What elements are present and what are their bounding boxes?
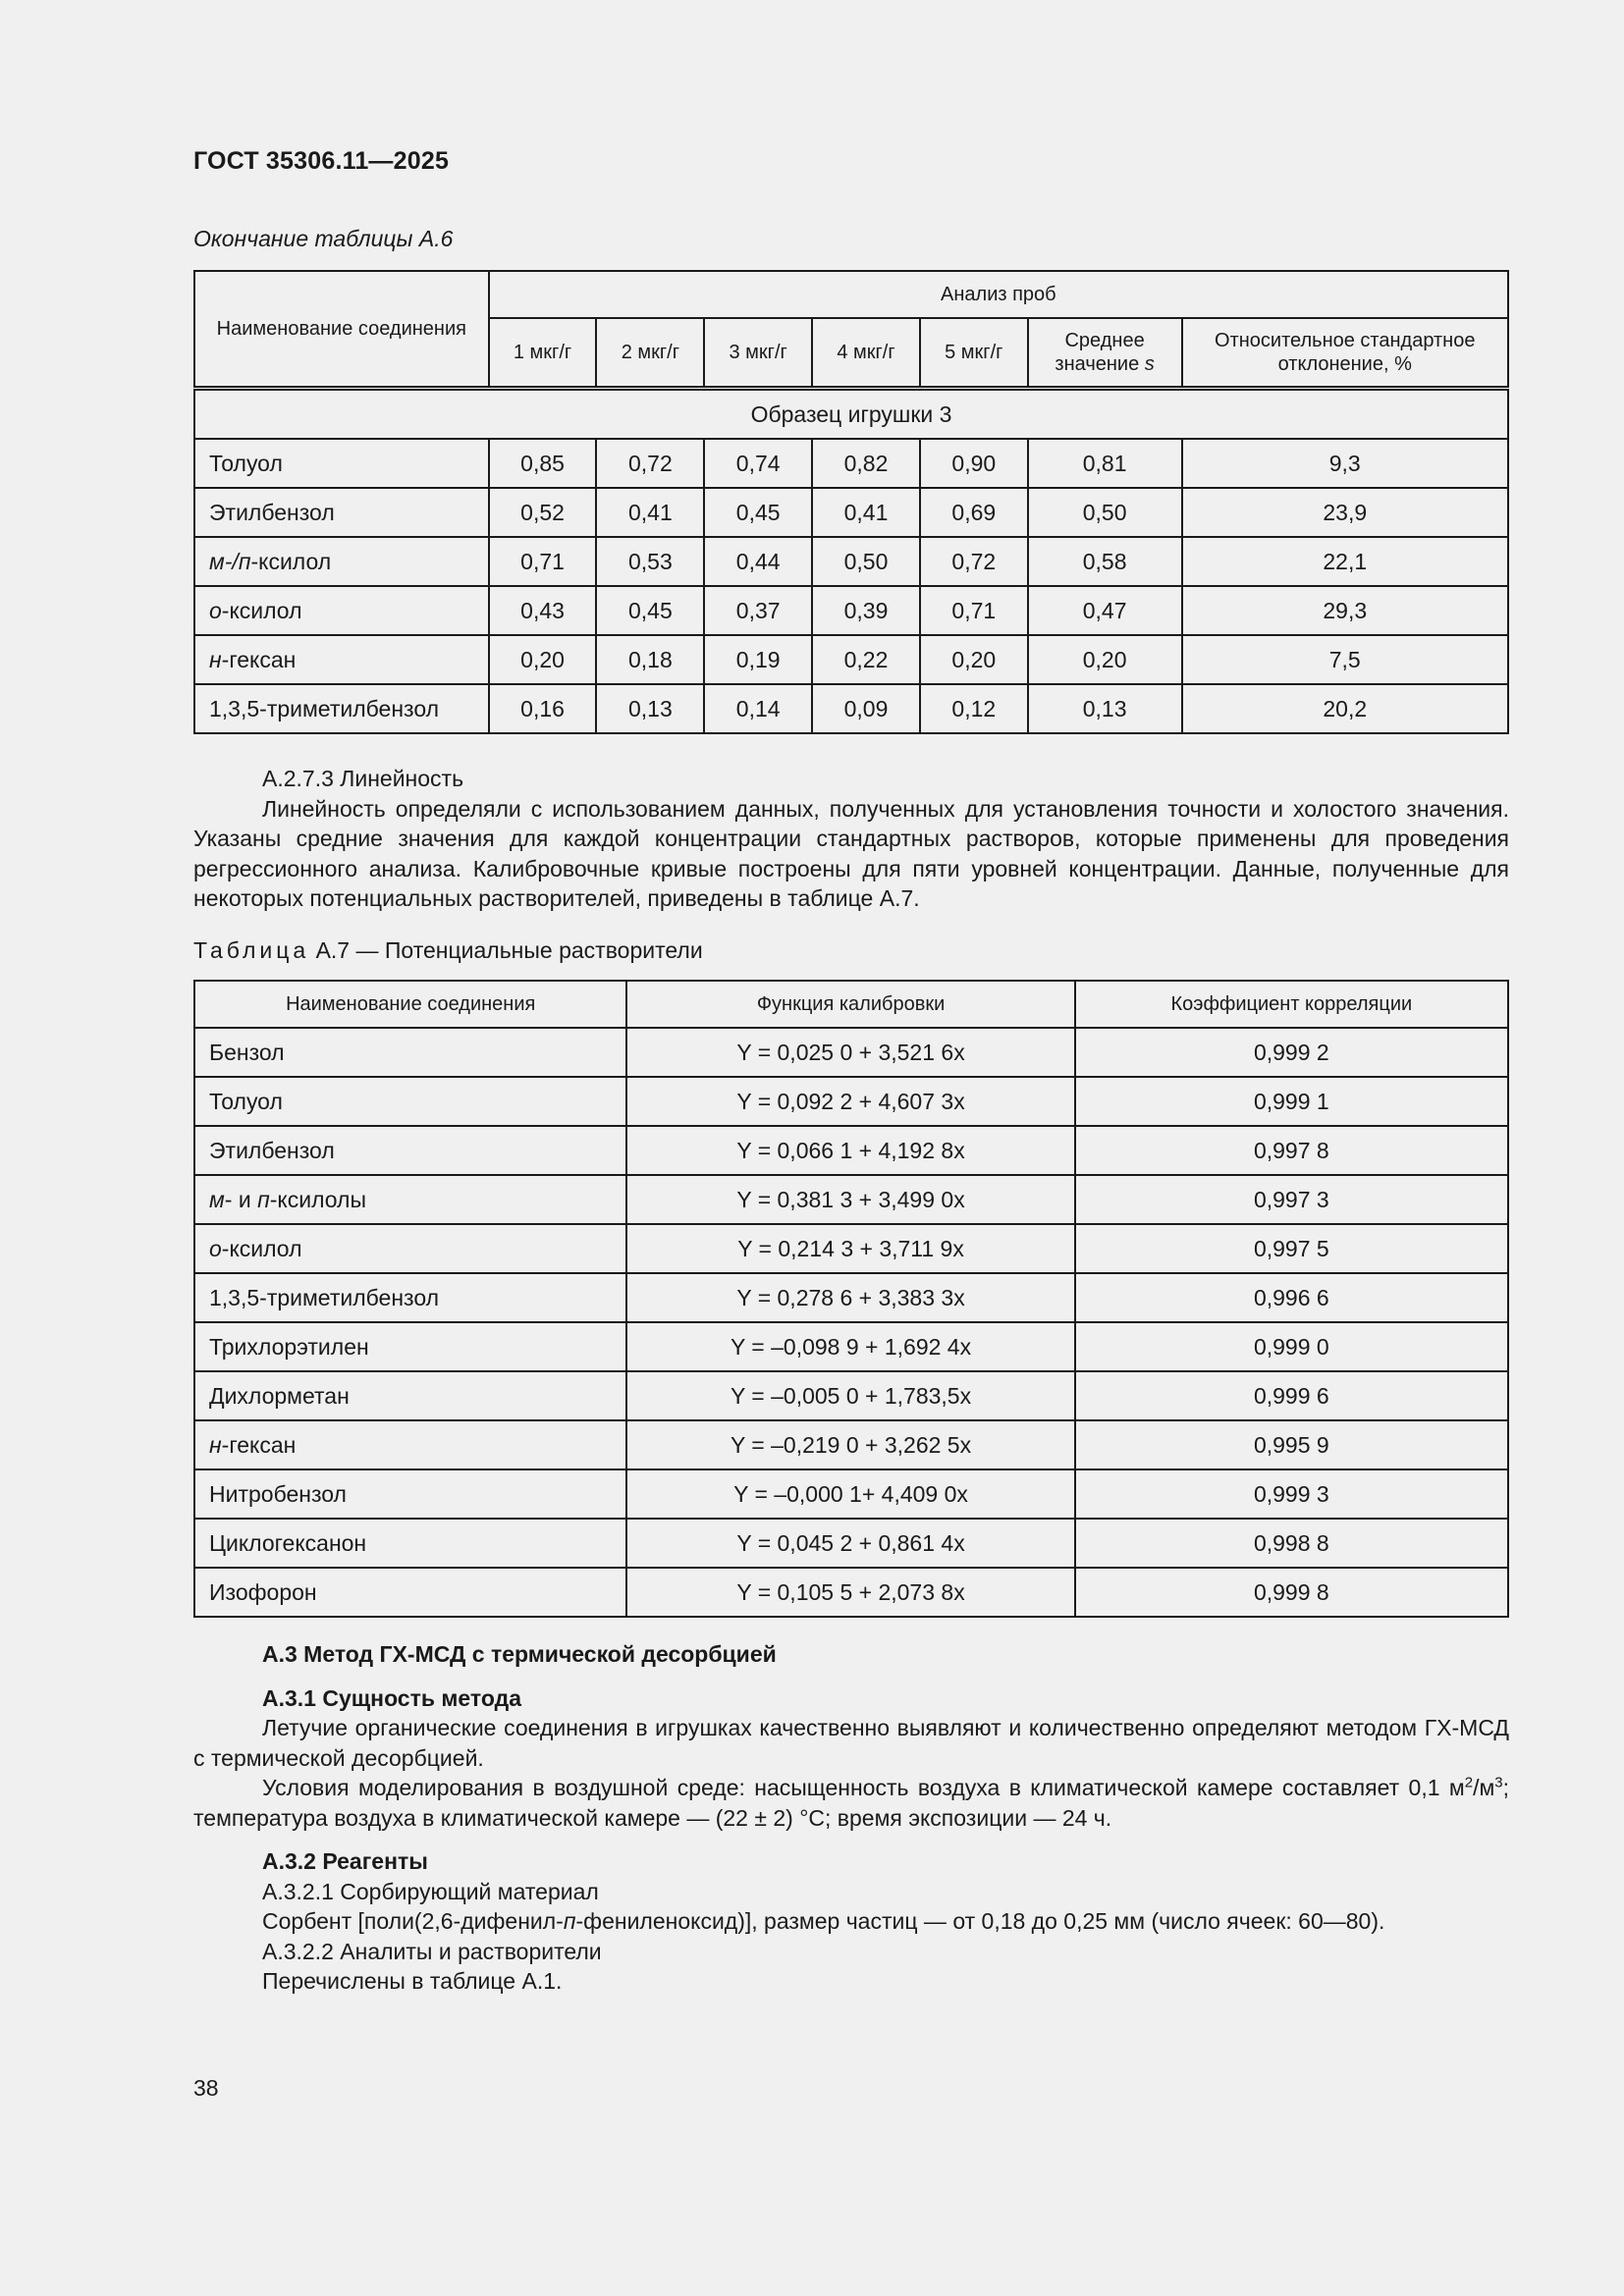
calibration-function-cell: Y = –0,219 0 + 3,262 5x — [626, 1420, 1074, 1469]
table-row — [194, 1469, 1508, 1519]
mean-cell: 0,50 — [1028, 488, 1182, 537]
p2-sup1: 2 — [1464, 1774, 1474, 1791]
value-cell: 0,45 — [596, 586, 704, 635]
table-row — [194, 1175, 1508, 1224]
compound-name — [194, 1126, 626, 1175]
table-row — [194, 439, 1508, 488]
value-cell: 0,13 — [596, 684, 704, 733]
value-cell: 0,22 — [812, 635, 920, 684]
col-mean-text: Среднее значение — [1055, 330, 1145, 375]
table-a6 — [193, 270, 1509, 734]
correlation-cell: 0,999 2 — [1075, 1028, 1508, 1077]
compound-name — [194, 635, 489, 684]
rsd-cell: 23,9 — [1182, 488, 1509, 537]
col-4: 4 мкг/г — [812, 318, 920, 389]
value-cell: 0,44 — [704, 537, 812, 586]
compound-name — [194, 1077, 626, 1126]
rsd-cell: 22,1 — [1182, 537, 1509, 586]
table-row — [194, 586, 1508, 635]
table-a7-caption-word: Таблица — [193, 937, 310, 963]
col-compound-name: Наименование соединения — [194, 981, 626, 1028]
correlation-cell: 0,998 8 — [1075, 1519, 1508, 1568]
table-row — [194, 1322, 1508, 1371]
value-cell: 0,09 — [812, 684, 920, 733]
value-cell: 0,16 — [489, 684, 597, 733]
mean-cell: 0,20 — [1028, 635, 1182, 684]
compound-name-part: п — [257, 1186, 270, 1212]
compound-name-part: Изофорон — [209, 1578, 317, 1605]
sorbent-it: п — [563, 1908, 576, 1934]
value-cell: 0,45 — [704, 488, 812, 537]
col-2: 2 мкг/г — [596, 318, 704, 389]
value-cell: 0,41 — [812, 488, 920, 537]
value-cell: 0,39 — [812, 586, 920, 635]
table-row — [194, 1519, 1508, 1568]
section-a322-text: Перечислены в таблице А.1. — [262, 1968, 563, 1994]
sorbent-a: Сорбент [поли(2,6-дифенил- — [262, 1908, 564, 1934]
compound-name — [194, 1469, 626, 1519]
compound-name — [194, 1371, 626, 1420]
value-cell: 0,71 — [920, 586, 1028, 635]
table-a7 — [193, 980, 1509, 1618]
correlation-cell: 0,999 8 — [1075, 1568, 1508, 1617]
table-row — [194, 1126, 1508, 1175]
col-1: 1 мкг/г — [489, 318, 597, 389]
section-a31-p2 — [193, 1773, 1509, 1833]
value-cell: 0,37 — [704, 586, 812, 635]
value-cell: 0,52 — [489, 488, 597, 537]
compound-name-part: о — [209, 1235, 222, 1261]
col-compound-name: Наименование соединения — [194, 271, 489, 389]
section-a321-heading: А.3.2.1 Сорбирующий материал — [262, 1878, 599, 1904]
col-rsd: Относительное стандартное отклонение, % — [1182, 318, 1509, 389]
table-continuation-caption: Окончание таблицы А.6 — [193, 226, 454, 251]
p2-b: /м — [1473, 1775, 1495, 1800]
compound-name-part: Этилбензол — [209, 499, 335, 525]
correlation-cell: 0,999 0 — [1075, 1322, 1508, 1371]
correlation-cell: 0,999 3 — [1075, 1469, 1508, 1519]
correlation-cell: 0,995 9 — [1075, 1420, 1508, 1469]
value-cell: 0,14 — [704, 684, 812, 733]
compound-name-part: -ксилолы — [269, 1186, 366, 1212]
compound-name-part: Этилбензол — [209, 1137, 335, 1163]
col-3: 3 мкг/г — [704, 318, 812, 389]
table-row — [194, 1420, 1508, 1469]
compound-name — [194, 586, 489, 635]
p2-c: ; температура воздуха в климатической камере — (22 ± 2) °С; время экспозиции — 24 ч. — [193, 1775, 1509, 1831]
compound-name-part: н — [209, 646, 222, 672]
table-row — [194, 537, 1508, 586]
rsd-cell: 29,3 — [1182, 586, 1509, 635]
value-cell: 0,53 — [596, 537, 704, 586]
value-cell: 0,43 — [489, 586, 597, 635]
calibration-function-cell: Y = 0,105 5 + 2,073 8x — [626, 1568, 1074, 1617]
mean-cell: 0,13 — [1028, 684, 1182, 733]
section-a3 — [193, 1639, 1509, 1997]
compound-name — [194, 537, 489, 586]
calibration-function-cell: Y = 0,045 2 + 0,861 4x — [626, 1519, 1074, 1568]
section-a31-p1: Летучие органические соединения в игрушках качественно выявляют и количественно определяют методом ГХ-МСД с термической десорбцией. — [193, 1715, 1509, 1771]
mean-cell: 0,58 — [1028, 537, 1182, 586]
section-a31-heading: А.3.1 Сущность метода — [262, 1684, 521, 1711]
compound-name-part: Дихлорметан — [209, 1382, 350, 1409]
calibration-function-cell: Y = 0,092 2 + 4,607 3x — [626, 1077, 1074, 1126]
rsd-cell: 9,3 — [1182, 439, 1509, 488]
value-cell: 0,20 — [920, 635, 1028, 684]
table-a7-caption-title: А.7 — Потенциальные растворители — [309, 937, 703, 963]
calibration-function-cell: Y = –0,000 1+ 4,409 0x — [626, 1469, 1074, 1519]
sorbent-b: -фениленоксид)], размер частиц — от 0,18 до 0,25 мм (число ячеек: 60—80). — [575, 1908, 1385, 1934]
value-cell: 0,50 — [812, 537, 920, 586]
correlation-cell: 0,997 5 — [1075, 1224, 1508, 1273]
compound-name — [194, 439, 489, 488]
compound-name — [194, 1224, 626, 1273]
value-cell: 0,85 — [489, 439, 597, 488]
value-cell: 0,71 — [489, 537, 597, 586]
compound-name-part: Толуол — [209, 450, 283, 476]
value-cell: 0,19 — [704, 635, 812, 684]
section-a321-text — [193, 1906, 1509, 1937]
compound-name — [194, 1568, 626, 1617]
value-cell: 0,82 — [812, 439, 920, 488]
compound-name-part: - и — [224, 1186, 258, 1212]
section-a32-heading: А.3.2 Реагенты — [262, 1848, 428, 1874]
calibration-function-cell: Y = –0,005 0 + 1,783,5x — [626, 1371, 1074, 1420]
calibration-function-cell: Y = 0,214 3 + 3,711 9x — [626, 1224, 1074, 1273]
table-row — [194, 1224, 1508, 1273]
compound-name-part: Толуол — [209, 1088, 283, 1114]
table-row — [194, 1273, 1508, 1322]
value-cell: 0,90 — [920, 439, 1028, 488]
compound-name — [194, 1322, 626, 1371]
compound-name — [194, 1519, 626, 1568]
compound-name-part: Циклогексанон — [209, 1529, 367, 1556]
table-row — [194, 684, 1508, 733]
standard-designation: ГОСТ 35306.11—2025 — [193, 147, 450, 175]
compound-name-part: Бензол — [209, 1039, 285, 1065]
mean-cell: 0,47 — [1028, 586, 1182, 635]
compound-name — [194, 1420, 626, 1469]
table-row — [194, 635, 1508, 684]
compound-name-part: Нитробензол — [209, 1480, 347, 1507]
section-a273-text: Линейность определяли с использованием данных, полученных для установления точности и холостого значения. Указаны средние значения для каждой концентрации стандартных растворов, которые применены для проведения регрессионного анализа. Калибровочные кривые построены для пяти уровней концентрации. Данные, полученные для некоторых потенциальных растворителей, приведены в таблице А.7. — [193, 795, 1509, 911]
page-number: 38 — [193, 2075, 219, 2101]
col-mean-var: s — [1144, 353, 1155, 375]
compound-name — [194, 488, 489, 537]
compound-name-part: -ксилол — [250, 548, 332, 574]
compound-name-part: -гексан — [221, 1431, 297, 1458]
compound-name-part: м-/п — [209, 548, 251, 574]
correlation-cell: 0,997 8 — [1075, 1126, 1508, 1175]
compound-name-part: -ксилол — [221, 597, 302, 623]
calibration-function-cell: Y = –0,098 9 + 1,692 4x — [626, 1322, 1074, 1371]
value-cell: 0,41 — [596, 488, 704, 537]
correlation-cell: 0,999 6 — [1075, 1371, 1508, 1420]
section-a273 — [193, 764, 1509, 914]
calibration-function-cell: Y = 0,066 1 + 4,192 8x — [626, 1126, 1074, 1175]
table-row — [194, 1077, 1508, 1126]
compound-name — [194, 1273, 626, 1322]
section-row: Образец игрушки 3 — [194, 389, 1508, 440]
compound-name-part: -ксилол — [221, 1235, 302, 1261]
compound-name-part: м — [209, 1186, 225, 1212]
value-cell: 0,72 — [596, 439, 704, 488]
calibration-function-cell: Y = 0,025 0 + 3,521 6x — [626, 1028, 1074, 1077]
compound-name-part: Трихлорэтилен — [209, 1333, 369, 1360]
section-a3-heading: А.3 Метод ГХ-МСД с термической десорбцией — [262, 1641, 777, 1667]
value-cell: 0,69 — [920, 488, 1028, 537]
table-row — [194, 488, 1508, 537]
compound-name — [194, 1028, 626, 1077]
compound-name-part: о — [209, 597, 222, 623]
col-calibration-function: Функция калибровки — [626, 981, 1074, 1028]
group-header-analysis: Анализ проб — [489, 271, 1508, 318]
value-cell: 0,20 — [489, 635, 597, 684]
compound-name — [194, 1175, 626, 1224]
col-5: 5 мкг/г — [920, 318, 1028, 389]
p2-sup2: 3 — [1494, 1774, 1503, 1791]
section-a273-heading: А.2.7.3 Линейность — [262, 766, 464, 791]
table-row — [194, 1568, 1508, 1617]
table-row — [194, 1371, 1508, 1420]
compound-name-part: 1,3,5-триметилбензол — [209, 695, 440, 721]
value-cell: 0,74 — [704, 439, 812, 488]
section-a322-heading: А.3.2.2 Аналиты и растворители — [262, 1938, 602, 1964]
value-cell: 0,12 — [920, 684, 1028, 733]
compound-name-part: -гексан — [221, 646, 297, 672]
correlation-cell: 0,997 3 — [1075, 1175, 1508, 1224]
col-correlation: Коэффициент корреляции — [1075, 981, 1508, 1028]
compound-name-part: н — [209, 1431, 222, 1458]
correlation-cell: 0,999 1 — [1075, 1077, 1508, 1126]
calibration-function-cell: Y = 0,381 3 + 3,499 0x — [626, 1175, 1074, 1224]
compound-name — [194, 684, 489, 733]
p2-a: Условия моделирования в воздушной среде: насыщенность воздуха в климатической камере составляет 0,1 м — [262, 1775, 1465, 1800]
rsd-cell: 7,5 — [1182, 635, 1509, 684]
table-row — [194, 1028, 1508, 1077]
rsd-cell: 20,2 — [1182, 684, 1509, 733]
value-cell: 0,72 — [920, 537, 1028, 586]
col-mean — [1028, 318, 1182, 389]
compound-name-part: 1,3,5-триметилбензол — [209, 1284, 440, 1310]
table-a7-caption — [193, 937, 703, 964]
calibration-function-cell: Y = 0,278 6 + 3,383 3x — [626, 1273, 1074, 1322]
value-cell: 0,18 — [596, 635, 704, 684]
correlation-cell: 0,996 6 — [1075, 1273, 1508, 1322]
mean-cell: 0,81 — [1028, 439, 1182, 488]
